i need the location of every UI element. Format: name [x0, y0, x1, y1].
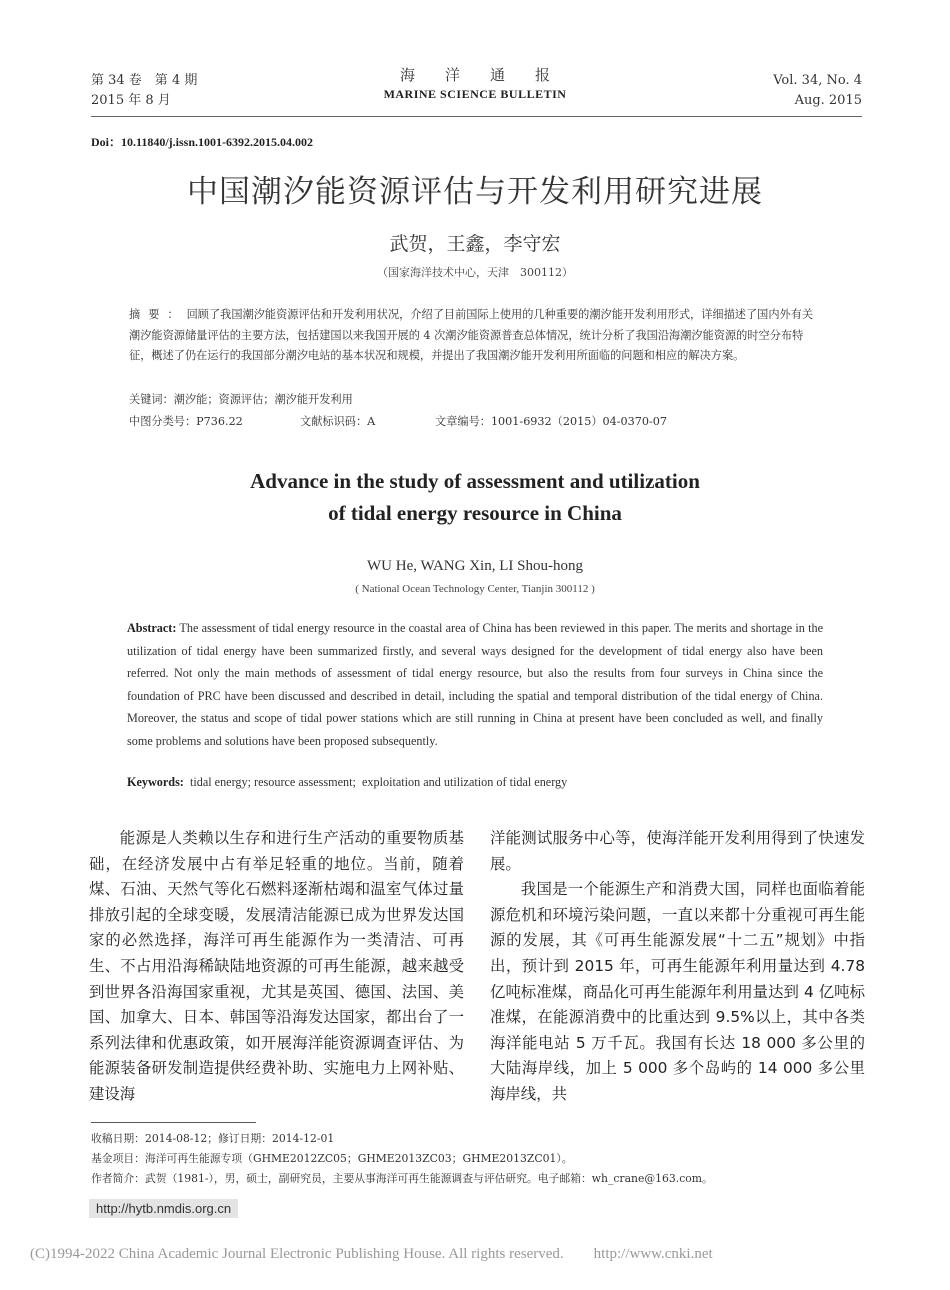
title-en-line1: Advance in the study of assessment and utilization [250, 469, 700, 493]
body-paragraph: 我国是一个能源生产和消费大国，同样也面临着能源危机和环境污染问题，一直以来都十分重视可再生能源的发展，其《可再生能源发展“十二五”规划》中指出，预计到 2015 年，可再生能源年利用量达到 4.78 亿吨标准煤，商品化可再生能源年利用量达到 4 亿吨标准煤，在能源消费中的比重达到 9.5%以上，其中各类海洋能电站 5 万千瓦。我国有长达 18 000 多公里的大陆海岸线，加上 5 000 多个岛屿的 14 000 多公里海岸线，共 [490, 880, 865, 1103]
doi: Doi：10.11840/j.issn.1001-6392.2015.04.002 [91, 135, 314, 149]
header-right [773, 71, 862, 111]
authors-zh: 武贺，王鑫，李守宏 [389, 233, 561, 255]
header-divider [91, 116, 862, 117]
footnote-divider [91, 1122, 256, 1123]
volume-zh: 第 34 卷 第 4 期 [91, 73, 198, 88]
body-paragraph: 能源是人类赖以生存和进行生产活动的重要物质基础，在经济发展中占有举足轻重的地位。当前，随着煤、石油、天然气等化石燃料逐渐枯竭和温室气体过量排放引起的全球变暖，发展清洁能源已成为世界发达国家的必然选择，海洋可再生能源作为一类清洁、可再生、不占用沿海稀缺陆地资源的可再生能源，越来越受到世界各沿海国家重视，尤其是英国、德国、法国、美国、加拿大、日本、韩国等沿海发达国家，都出台了一系列法律和优惠政策，如开展海洋能资源调查评估、为能源装备研发制造提供经费补助、实施电力上网补贴、建设海 [89, 829, 464, 1103]
abstract-en-text: The assessment of tidal energy resource in the coastal area of China has been reviewed in this paper. The merits and shortage in the utilization of tidal energy have been summarized firstly, and several ways designed for the development of tidal energy also have been referred. Not only the main methods of assessment of tidal energy resource, but also the results from four surveys in China since the foundation of PRC have been discussed and described in detail, including the spatial and temporal distribution of the tidal energy of China. Moreover, the status and scope of tidal power stations which are still running in China at present have been concluded as well, and finally some problems and solutions have been proposed subsequently. [127, 621, 823, 748]
journal-name-zh: 海洋通报 [399, 66, 580, 84]
keywords-en-label: Keywords: [127, 775, 184, 789]
body-column-left [89, 826, 464, 1108]
title-zh: 中国潮汐能资源评估与开发利用研究进展 [187, 174, 763, 210]
abstract-zh-text: 回顾了我国潮汐能资源评估和开发利用状况，介绍了目前国际上使用的几种重要的潮汐能开发利用形式，详细描述了国内外有关潮汐能资源储量评估的主要方法，包括建国以来我国开展的 4 次潮汐能资源普查总体情况，统计分析了我国沿海潮汐能资源的时空分布特征，概述了仍在运行的我国部分潮汐电站的基本状况和规模，并提出了我国潮汐能开发利用所面临的问题和相应的解决方案。 [129, 308, 814, 362]
keywords-zh: 关键词：潮汐能；资源评估；潮汐能开发利用 [129, 393, 353, 406]
abstract-zh-label: 摘要： [129, 308, 187, 321]
abstract-en-label: Abstract: [127, 621, 177, 635]
title-en [0, 465, 950, 529]
clc-number: 中图分类号：P736.22 [129, 415, 243, 428]
journal-url[interactable]: http://hytb.nmdis.org.cn [89, 1199, 238, 1218]
affiliation-en: ( National Ocean Technology Center, Tianjin 300112 ) [355, 583, 595, 595]
date-en: Aug. 2015 [794, 93, 862, 108]
keywords-en [127, 775, 567, 790]
document-code: 文献标识码：A [300, 415, 376, 428]
journal-name-en: MARINE SCIENCE BULLETIN [383, 87, 567, 101]
footnote-received: 收稿日期：2014-08-12；修订日期：2014-12-01 [91, 1132, 335, 1145]
abstract-en [127, 617, 823, 752]
title-en-line2: of tidal energy resource in China [328, 501, 622, 525]
article-number: 文章编号：1001-6932（2015）04-0370-07 [435, 415, 668, 428]
footnote-funding: 基金项目：海洋可再生能源专项（GHME2012ZC05；GHME2013ZC03；GHME2013ZC01）。 [91, 1152, 573, 1165]
classification-row [129, 413, 829, 431]
volume-en: Vol. 34, No. 4 [773, 73, 862, 88]
keywords-en-text: tidal energy; resource assessment; exploitation and utilization of tidal energy [183, 775, 568, 789]
date-zh: 2015 年 8 月 [91, 93, 171, 108]
affiliation-zh: （国家海洋技术中心，天津 300112） [377, 266, 573, 279]
body-paragraph: 洋能测试服务中心等，使海洋能开发利用得到了快速发展。 [490, 829, 865, 873]
abstract-zh [129, 305, 822, 367]
footnote-author: 作者简介：武贺（1981-），男，硕士，副研究员，主要从事海洋可再生能源调查与评估研究。电子邮箱：wh_crane@163.com。 [91, 1172, 713, 1185]
authors-en: WU He, WANG Xin, LI Shou-hong [367, 558, 583, 574]
copyright-watermark: (C)1994-2022 China Academic Journal Electronic Publishing House. All rights reserved. http://www.cnki.net [30, 1246, 713, 1262]
body-column-right [490, 826, 865, 1108]
